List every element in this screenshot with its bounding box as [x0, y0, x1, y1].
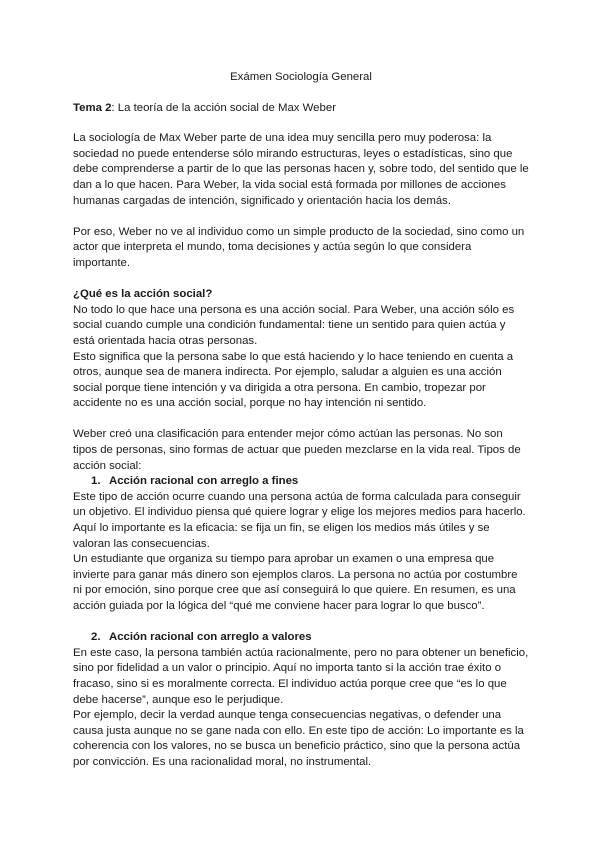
document-page — [73, 70, 529, 771]
type1-list — [73, 474, 529, 490]
type2-number: 2. — [91, 631, 101, 644]
type1-number: 1. — [91, 475, 101, 488]
type2-heading: Acción racional con arreglo a valores — [109, 631, 312, 644]
type1-paragraph-3: Un estudiante que organiza su tiempo para aprobar un examen o una empresa que invierte para ganar más dinero son ejemplos claros. La persona no actúa por costumbre ni por emoción, sino porque cree que así conseguirá lo que quiere. En resumen, es una acción guiada por la lógica del “qué me conviene hacer para lograr lo que busco”. — [73, 553, 518, 612]
intro-paragraph-2: Por eso, Weber no ve al individuo como un simple producto de la sociedad, sino como un actor que interpreta el mundo, toma decisiones y actúa según lo que considera importante. — [73, 225, 525, 269]
type2-paragraph-2: Por ejemplo, decir la verdad aunque tenga consecuencias negativas, o defender una causa justa aunque no se gane nada con ello. En este tipo de acción: Lo importante es la coherencia con los valores, no se busca un beneficio práctico, sino que la persona actúa por convicción. Es una racionalidad moral, no instrumental. — [73, 709, 524, 768]
type2-list — [73, 630, 529, 646]
type1-paragraph-1: Este tipo de acción ocurre cuando una persona actúa de forma calculada para conseguir un objetivo. El individuo piensa qué quiere lograr y elige los mejores medios para hacerlo. — [73, 490, 526, 519]
type1-paragraph-2: Aquí lo importante es la eficacia: se fija un fin, se eligen los medios más útiles y se valoran las consecuencias. — [73, 522, 490, 550]
type2-heading-item — [73, 630, 529, 646]
document-title: Exámen Sociología General — [230, 71, 372, 83]
section1-paragraph-1: No todo lo que hace una persona es una acción social. Para Weber, una acción sólo es social cuando cumple una condición fundamental: tiene un sentido para quien actúa y está orientada hacia otras personas. — [73, 303, 515, 347]
section-heading-accion-social: ¿Qué es la acción social? — [73, 288, 213, 301]
topic-text: : La teoría de la acción social de Max Weber — [111, 101, 336, 114]
intro-paragraph-1: La sociología de Max Weber parte de una idea muy sencilla pero muy poderosa: la sociedad no puede entenderse sólo mirando estructuras, leyes o estadísticas, sino que debe comprenderse a partir de lo que las personas hacen y, sobre todo, del sentido que le dan a lo que hacen. Para Weber, la vida social está formada por millones de acciones humanas cargadas de intención, significado y orientación hacia los demás. — [73, 132, 529, 207]
type1-heading-item — [73, 474, 529, 490]
section1-paragraph-2: Esto significa que la persona sabe lo que está haciendo y lo hace teniendo en cuenta a otros, aunque sea de manera indirecta. Por ejemplo, saludar a alguien es una acción social porque tiene intención y va dirigida a otra persona. En cambio, tropezar por accidente no es una acción social, porque no hay intención ni sentido. — [73, 350, 514, 410]
type2-paragraph-1: En este caso, la persona también actúa racionalmente, pero no para obtener un beneficio, sino por fidelidad a un valor o principio. Aquí no importa tanto si la acción trae éxito o fracaso, sino si es moralmente correcta. El individuo actúa porque cree que “es lo que debe hacerse”, aunque eso le perjudique. — [73, 646, 529, 706]
classification-paragraph: Weber creó una clasificación para entender mejor cómo actúan las personas. No son tipos de personas, sino formas de actuar que pueden mezclarse en la vida real. Tipos de acción social: — [73, 428, 521, 472]
topic-label: Tema 2 — [73, 101, 112, 114]
type1-heading: Acción racional con arreglo a fines — [109, 475, 299, 488]
topic-line — [73, 101, 529, 117]
